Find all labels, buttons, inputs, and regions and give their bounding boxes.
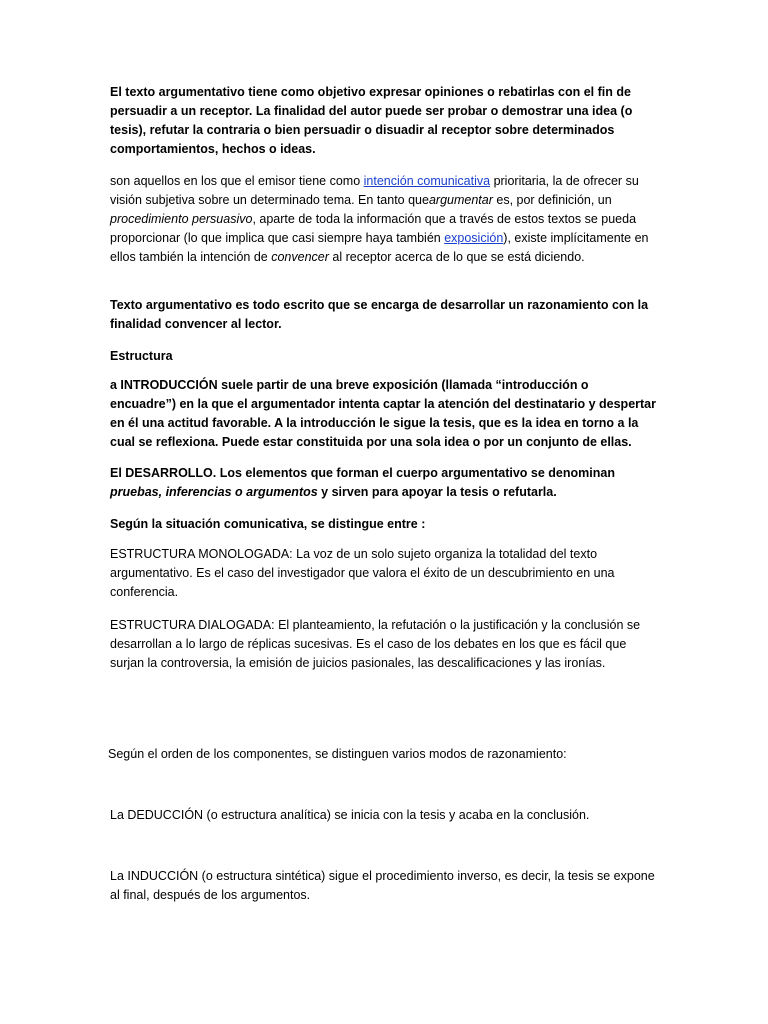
paragraph-situacion: Según la situación comunicativa, se distingue entre :: [110, 517, 426, 531]
heading-estructura: Estructura: [110, 349, 173, 363]
paragraph-summary: Texto argumentativo es todo escrito que se encarga de desarrollar un razonamiento con la finalidad convencer al lector.: [110, 298, 649, 331]
italic-argumentar: argumentar: [428, 193, 493, 207]
paragraph-introduccion: a INTRODUCCIÓN suele partir de una breve exposición (llamada “introducción o encuadre”) en la que el argumentador intenta captar la atención del destinatario y despertar en él una actitud favorable. A la introducción le sigue la tesis, que es la idea en torno a la cual se reflexiona. Puede estar constituida por una sola idea o por un conjunto de ellas.: [110, 378, 656, 449]
text-run: El DESARROLLO. Los elementos que forman el cuerpo argumentativo se denominan: [110, 466, 615, 480]
text-run: son aquellos en los que el emisor tiene como: [110, 174, 364, 188]
text-run: es, por definición, un: [492, 193, 612, 207]
text-run: , aparte de toda la información que a través de estos textos se pueda proporcionar (lo que implica que casi siempre haya también: [110, 212, 637, 245]
text-run: prioritaria, la de ofrecer su visión subjetiva sobre un determinado tema. En tanto que: [110, 174, 639, 207]
paragraph-monologada: ESTRUCTURA MONOLOGADA: La voz de un solo sujeto organiza la totalidad del texto argumentativo. Es el caso del investigador que valora el éxito de un descubrimiento en una conferencia.: [110, 547, 615, 599]
link-exposicion[interactable]: exposición: [444, 231, 504, 245]
paragraph-definition: [110, 172, 658, 267]
text-run: al receptor acerca de lo que se está diciendo.: [328, 250, 585, 264]
paragraph-deduccion: La DEDUCCIÓN (o estructura analítica) se inicia con la tesis y acaba en la conclusión.: [110, 808, 590, 822]
link-intencion-comunicativa[interactable]: intención comunicativa: [363, 174, 491, 188]
paragraph-orden: Según el orden de los componentes, se distinguen varios modos de razonamiento:: [108, 747, 567, 761]
italic-procedimiento-persuasivo: procedimiento persuasivo: [110, 212, 253, 226]
text-run: y sirven para apoyar la tesis o refutarla.: [317, 485, 557, 499]
italic-convencer: convencer: [271, 250, 329, 264]
paragraph-intro: El texto argumentativo tiene como objetivo expresar opiniones o rebatirlas con el fin de persuadir a un receptor. La finalidad del autor puede ser probar o demostrar una idea (o tesis), refutar la contraria o bien persuadir o disuadir al receptor sobre determinados comportamientos, hechos o ideas.: [110, 85, 633, 156]
italic-pruebas: pruebas, inferencias o argumentos: [110, 485, 318, 499]
paragraph-induccion: La INDUCCIÓN (o estructura sintética) sigue el procedimiento inverso, es decir, la tesis se expone al final, después de los argumentos.: [110, 869, 655, 902]
paragraph-dialogada: ESTRUCTURA DIALOGADA: El planteamiento, la refutación o la justificación y la conclusión se desarrollan a lo largo de réplicas sucesivas. Es el caso de los debates en los que es fácil que surjan la controversia, la emisión de juicios pasionales, las descalificaciones y las ironías.: [110, 618, 641, 670]
text-run: ), existe implícitamente en ellos también la intención de: [110, 231, 649, 264]
paragraph-desarrollo: [110, 464, 658, 502]
